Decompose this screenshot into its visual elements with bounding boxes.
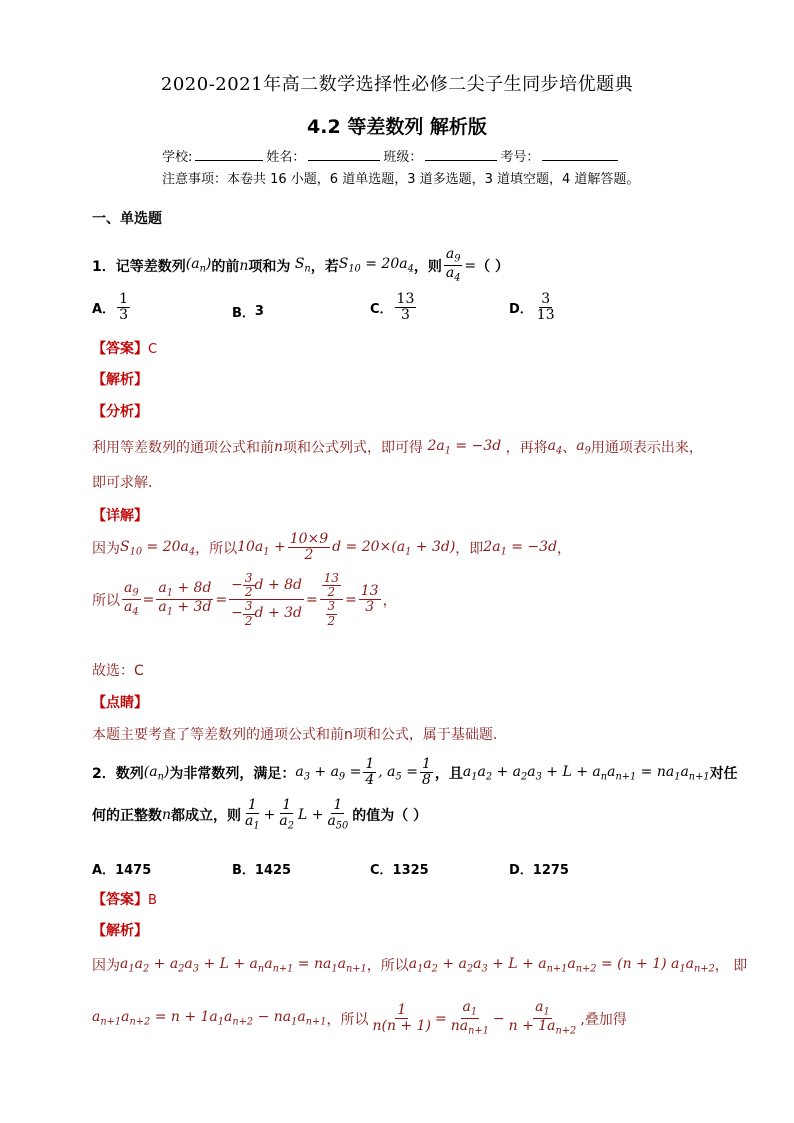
option-d[interactable] [509,292,559,324]
frac-den: 3 [401,307,410,324]
option-b[interactable] [232,859,291,878]
question-text: ，则 [413,258,442,275]
name-label: 姓名： [266,150,306,165]
question-2 [92,757,738,789]
math-plus: + [263,807,276,824]
question-paren: （ ） [476,258,510,275]
option-value: 1475 [115,863,152,878]
answer-row [92,338,157,358]
option-label: C． [370,863,393,878]
option-label: A． [92,302,116,318]
comment-tag: 【点睛】 [92,695,148,711]
analysis-tag: 【解析】 [92,923,148,939]
detail-text: ， [557,540,572,557]
detail-tag: 【详解】 [92,508,148,524]
answer-value: B [148,893,157,908]
math-expr: $a_{n+1}a_{n+2} = n + 1a_1a_{n+2} - na_1a_{n+1}$ [92,1009,327,1028]
question-2-line-2 [92,798,427,833]
frac-num: 3 [541,291,551,307]
school-label: 学校: [162,150,193,165]
math-fraction: $\frac{a_9}{a_4}$ [124,580,139,618]
math-var: n [274,439,284,455]
detail-text: ，即 [455,540,484,557]
solution-line-1 [92,955,747,975]
frac-num: 1 [119,291,128,307]
math-fraction: $\frac{a_1 + 8d}{a_1 + 3d}$ [158,580,212,618]
name-blank[interactable] [308,148,380,161]
option-value: 1425 [254,863,292,878]
math-condition: $S_{10} = 20a_4$ [338,256,414,275]
choose-text: 故选：C [92,663,144,679]
math-ellipsis: L + [297,807,324,824]
option-value [535,292,557,324]
option-b[interactable] [232,302,264,321]
math-var: n [162,807,172,824]
option-d[interactable] [509,859,569,878]
section-title: 一、单选题 [92,211,162,227]
school-blank[interactable] [195,148,263,161]
math-expr: $2a_1 = -3d$ [483,538,558,558]
detail-text: 因为 [92,540,120,557]
math-fraction: $\frac{10\times 9}{2}$ [289,531,329,564]
solution-text: ，所以 [366,958,409,974]
math-expr: $S_{10} = 20a_4$ [120,538,196,558]
option-value [395,292,417,324]
question-text: 对任 [709,765,738,782]
frac-den: 3 [119,307,128,324]
math-expr: $2a_1 = -3d$ [423,437,506,457]
option-a[interactable] [92,292,132,324]
math-var: $a_4$ [547,437,563,457]
question-text: ，且 [434,765,463,782]
number-label: 考号： [500,150,540,165]
fenxi-text: 用通项表示出来， [590,440,703,456]
solution-line-2 [92,1000,627,1037]
question-text: 数列 [115,765,144,782]
option-c[interactable] [370,292,418,324]
math-var: $a_9$ [576,437,591,457]
class-label: 班级： [383,150,423,165]
option-value: 1325 [392,863,429,878]
math-expr: $a_3 + a_9$ = [295,763,362,783]
notice-text: 注意事项：本卷共 16 小题，6 道单选题，3 道多选题，3 道填空题，4 道解答题。 [162,172,640,187]
option-label: C． [370,302,393,318]
frac-num: 13 [396,291,415,307]
fenxi-line-2: 即可求解. [92,475,153,491]
math-equals: = [435,1010,447,1027]
math-equals: = [464,257,477,274]
fenxi-text: 、 [562,440,577,456]
math-fraction: $\frac{a_1}{na_{n+1}}$ [450,999,489,1037]
question-text: 记等差数列 [115,258,186,275]
math-fraction: $\frac{1}{a_{50}}$ [327,797,349,832]
math-equals: = [142,591,155,608]
math-var: n [239,257,249,274]
question-1 [92,247,509,284]
math-sequence: $(a_n)$ [143,763,170,783]
math-sequence: $(a_n)$ [185,256,212,275]
answer-row [92,889,157,909]
frac-den: 13 [536,307,555,324]
math-complex-fraction: − $\frac{3}{2}$ d + 8d − $\frac{3}{2}$ d + 3d [231,571,302,628]
math-fraction: $\frac{1}{a_1}$ [245,797,260,832]
fenxi-line-1 [92,437,703,457]
option-c[interactable] [370,859,429,878]
question-number: 1． [92,258,116,275]
math-expr: $a_1a_2 + a_2a_3 + L + a_{n+1}a_{n+2} = (n + 1)$ $a_1a_{n+2}$ [408,955,715,975]
student-info-row [162,146,621,165]
question-text: 项和为 [248,258,291,275]
math-var: $S_n$ [290,256,311,275]
document-subtitle: 4.2 等差数列 解析版 [307,116,487,138]
math-fraction: $\frac{1}{n(n + 1)}$ [372,1001,432,1035]
math-fraction: $\frac{a_1}{n + 1a_{n+2}}$ [508,999,577,1037]
detail-text: ，所以 [195,540,238,557]
math-fraction: $\frac{1}{4}$ [365,756,375,789]
answer-tag: 【答案】 [92,341,148,357]
option-a[interactable] [92,859,151,878]
math-fraction: $\frac{13}{3}$ [360,582,379,616]
document-title: 2020-2021年高二数学选择性必修二尖子生同步培优题典 [160,74,634,95]
question-number: 2． [92,765,116,782]
option-label: B． [232,863,255,878]
fenxi-tag: 【分析】 [92,404,148,420]
math-expr: $d = 20\times(a_1 + 3d)$ [332,538,456,558]
math-complex-fraction: $\frac{\frac{13}{2}}{\frac{3}{2}}$ [320,572,343,628]
option-value [117,292,130,324]
fenxi-text: 利用等差数列的通项公式和前 [92,440,274,456]
math-equals: = [306,591,318,608]
answer-value: C [148,342,158,357]
question-text: 的值为（ ） [352,808,428,825]
fenxi-text: ，再将 [505,440,548,456]
fenxi-text: 项和公式列式，即可得 [283,440,424,456]
solution-text: ,叠加得 [580,1011,627,1028]
math-fraction: $\frac{1}{8}$ [421,756,431,789]
option-label: B． [232,306,255,321]
solution-text: 因为 [92,958,120,974]
math-equals: = [215,591,228,608]
solution-text: ，所以 [326,1011,369,1028]
math-expr: $a_1a_2 + a_2a_3 + L + a_na_{n+1} = na_1a_{n+1}$ [120,955,367,975]
detail-line-2 [92,572,397,628]
solution-text: ， 即 [714,958,748,974]
detail-text: 所以 [92,592,120,609]
math-fraction: $\frac{1}{a_2}$ [279,797,294,832]
option-value: 1275 [532,863,569,878]
comment-text: 本题主要考查了等差数列的通项公式和前n项和公式，属于基础题. [92,727,498,743]
option-label: A． [92,863,116,878]
class-blank[interactable] [425,148,497,161]
number-blank[interactable] [542,148,618,161]
math-expr: $a_1a_2 + a_2a_3 + L + a_na_{n+1} = na_1a_{n+1}$ [462,763,710,783]
option-label: D． [509,863,533,878]
question-text: ，若 [310,258,339,275]
question-text: 为非常数列，满足： [169,765,296,782]
question-text: 都成立，则 [171,808,242,825]
math-equals: = [345,591,357,608]
detail-text: ， [382,592,397,609]
question-text: 的前 [211,258,240,275]
answer-tag: 【答案】 [92,892,148,908]
math-fraction: $\frac{a_9}{a_4}$ [445,246,461,284]
option-label: D． [509,302,533,318]
math-minus: − [492,1010,505,1027]
question-text: 何的正整数 [92,808,162,825]
detail-line-1 [92,532,571,564]
option-value: 3 [254,304,264,319]
analysis-tag: 【解析】 [92,372,148,388]
math-expr: $10a_1$ + [237,538,286,558]
math-expr: , $a_5$ = [378,763,418,783]
